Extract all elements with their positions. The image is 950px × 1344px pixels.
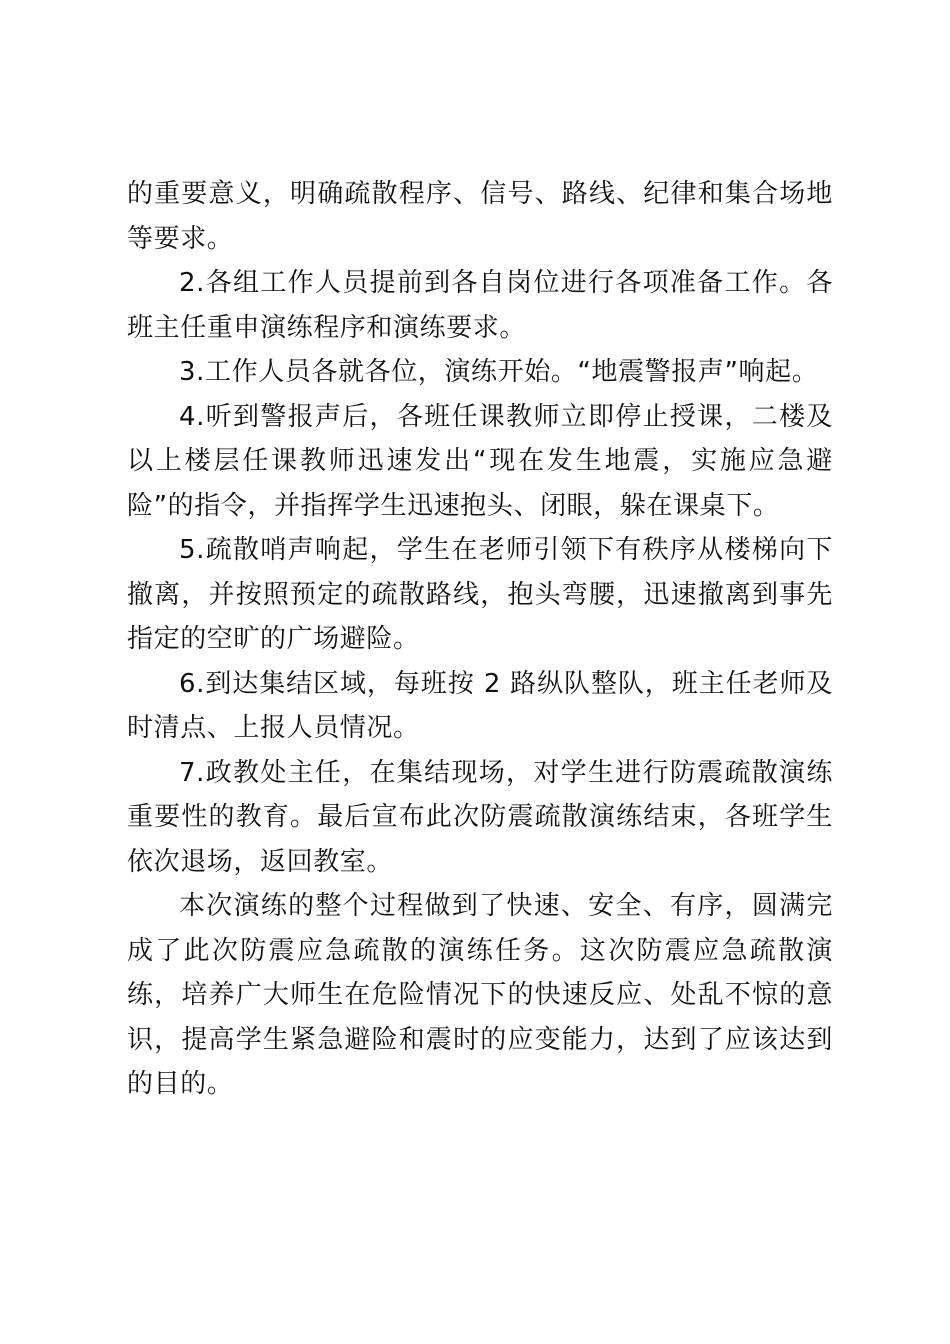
document-body (127, 172, 833, 1107)
paragraph-step-4: 4.听到警报声后，各班任课教师立即停止授课，二楼及以上楼层任课教师迅速发出“现在发生地震，实施应急避险”的指令，并指挥学生迅速抱头、闭眼，躲在课桌下。 (127, 401, 833, 521)
paragraph-step-3: 3.工作人员各就各位，演练开始。“地震警报声”响起。 (179, 357, 819, 387)
paragraph-step-2: 2.各组工作人员提前到各自岗位进行各项准备工作。各班主任重申演练程序和演练要求。 (127, 268, 833, 343)
paragraph-continuation: 的重要意义，明确疏散程序、信号、路线、纪律和集合场地等要求。 (127, 179, 833, 254)
paragraph-summary: 本次演练的整个过程做到了快速、安全、有序，圆满完成了此次防震应急疏散的演练任务。这次防震应急疏散演练，培养广大师生在危险情况下的快速反应、处乱不惊的意识，提高学生紧急避险和震时的应变能力，达到了应该达到的目的。 (127, 891, 833, 1099)
paragraph-step-5: 5.疏散哨声响起，学生在老师引领下有秩序从楼梯向下撤离，并按照预定的疏散路线，抱头弯腰，迅速撤离到事先指定的空旷的广场避险。 (127, 535, 833, 654)
paragraph-step-7: 7.政教处主任，在集结现场，对学生进行防震疏散演练重要性的教育。最后宣布此次防震疏散演练结束，各班学生依次退场，返回教室。 (127, 757, 833, 877)
paragraph-step-6: 6.到达集结区域，每班按 2 路纵队整队，班主任老师及时清点、上报人员情况。 (127, 668, 833, 743)
